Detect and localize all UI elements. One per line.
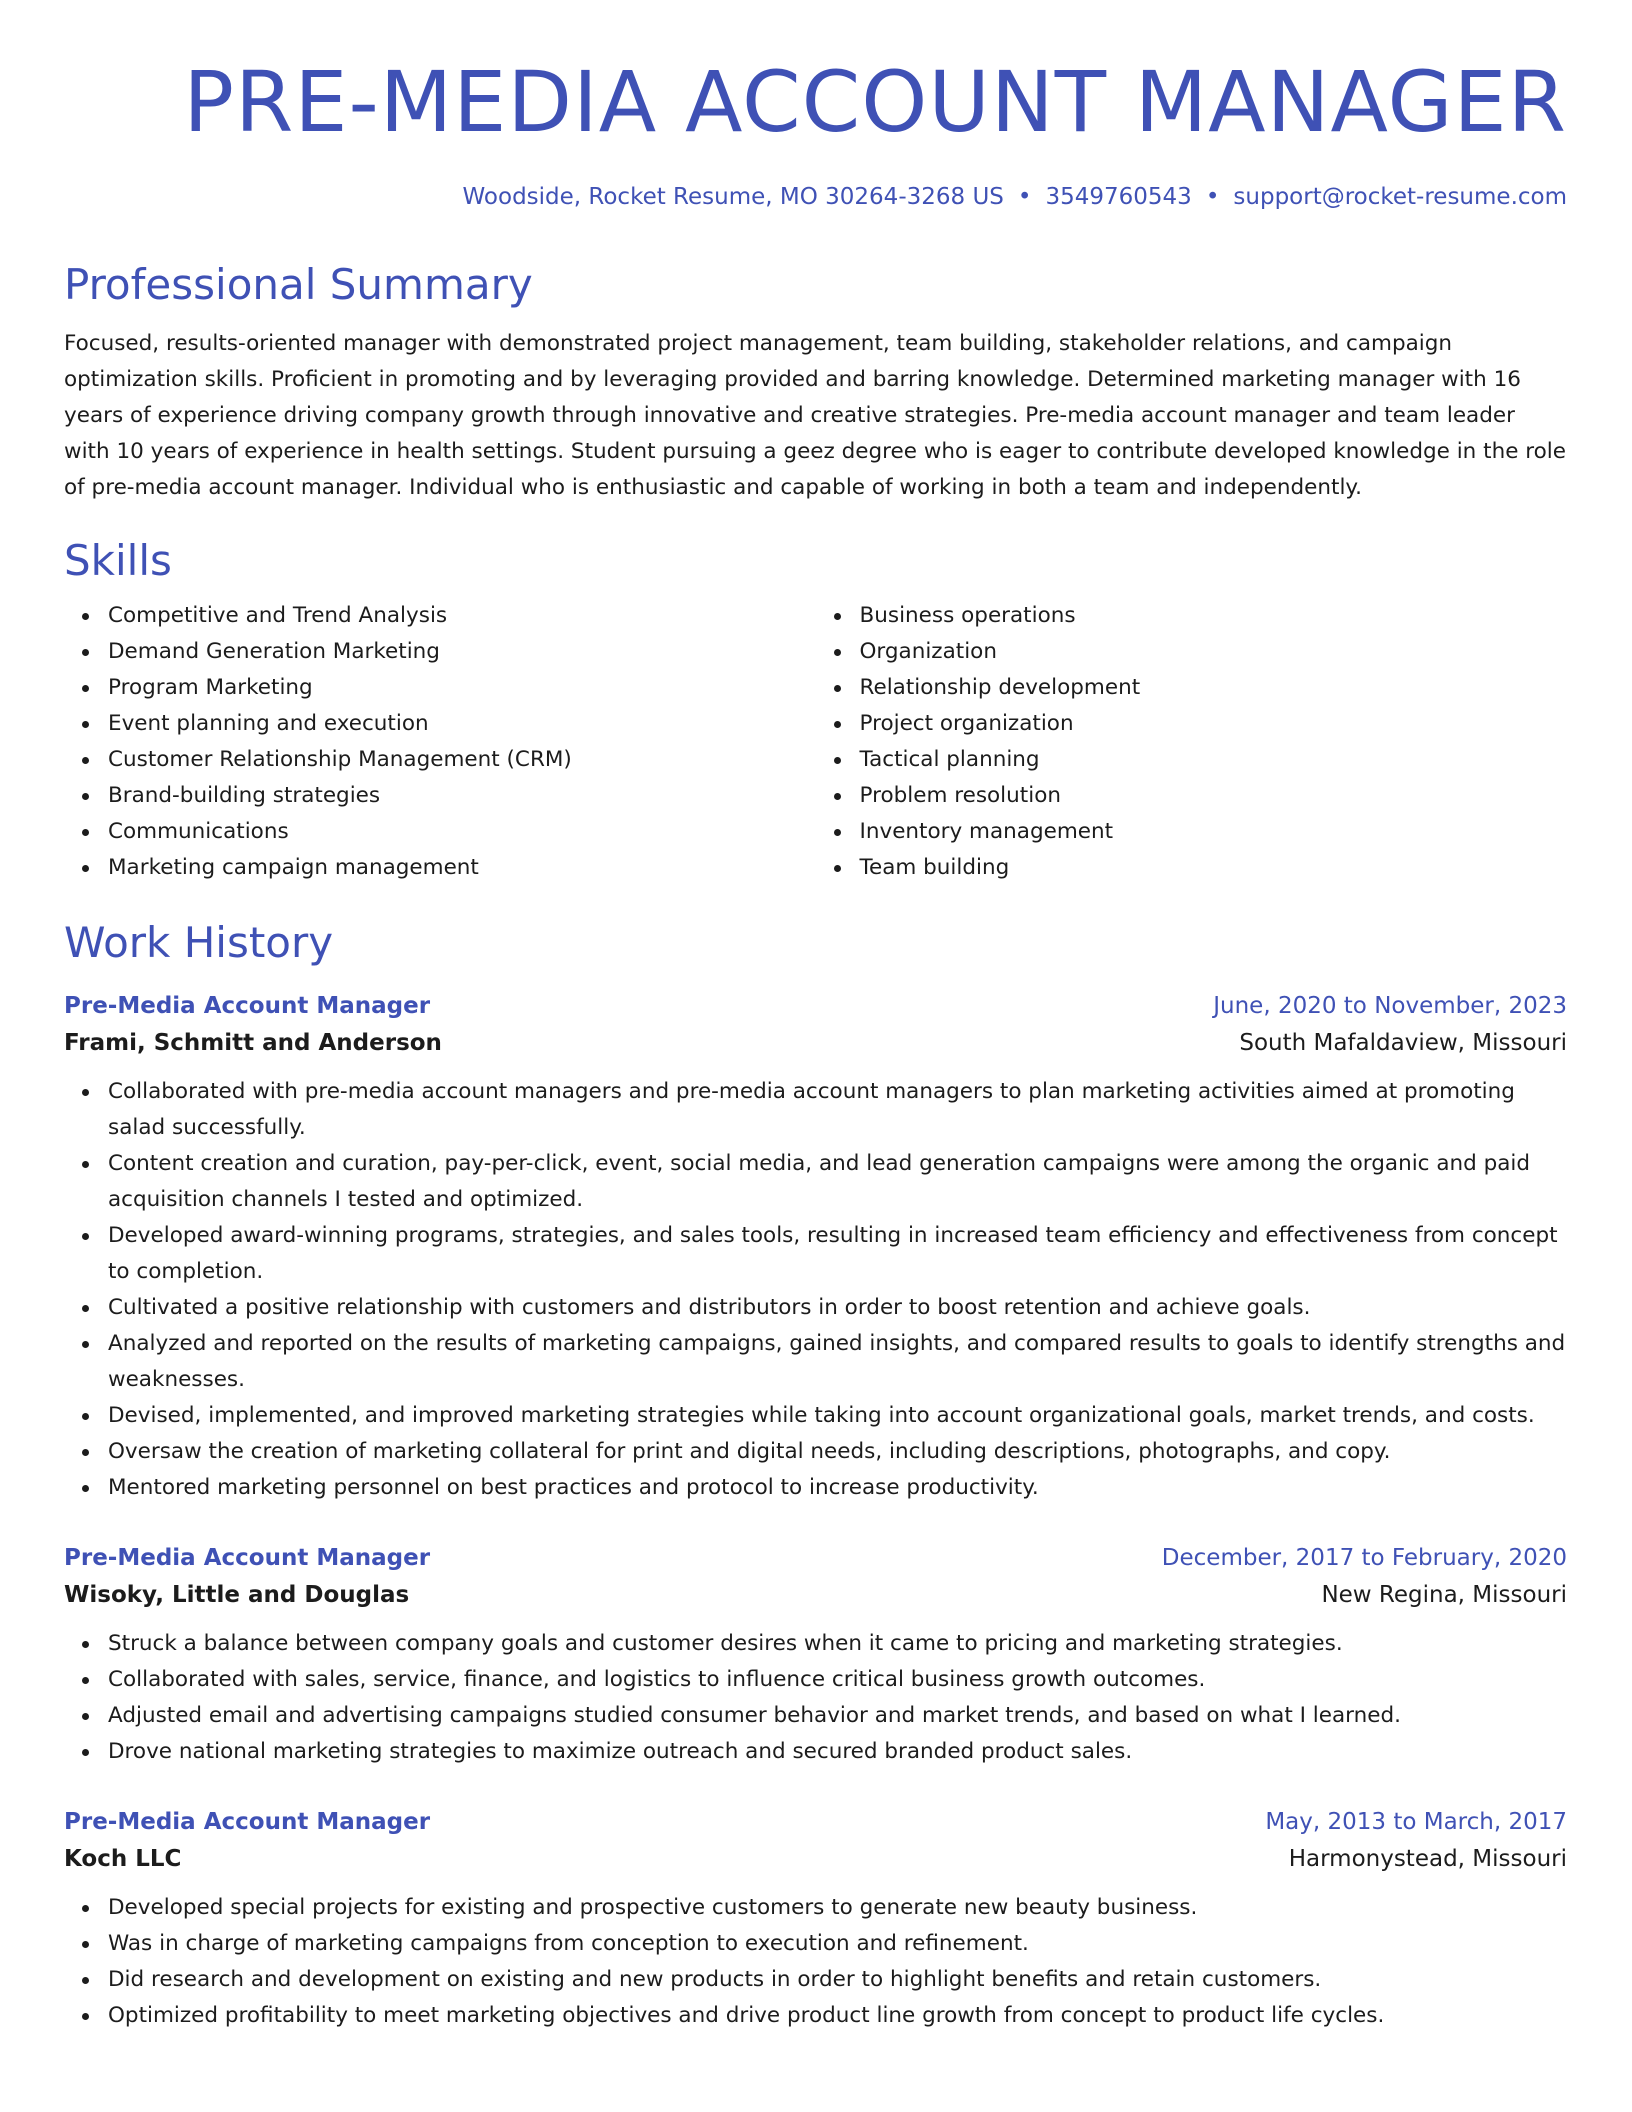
job-header-row — [64, 1804, 1567, 1840]
job-bullet: Cultivated a positive relationship with customers and distributors in order to boost retention and achieve goals. — [108, 1290, 1567, 1326]
job-location: Harmonystead, Missouri — [1288, 1846, 1567, 1872]
job-location: South Mafaldaview, Missouri — [1239, 1030, 1567, 1056]
skill-item: Business operations — [860, 598, 1568, 634]
job-company: Frami, Schmitt and Anderson — [64, 1030, 442, 1056]
skill-item: Problem resolution — [860, 778, 1568, 814]
skill-item: Event planning and execution — [108, 706, 816, 742]
contact-line — [64, 182, 1567, 212]
skill-item: Tactical planning — [860, 742, 1568, 778]
job-header-row — [64, 1540, 1567, 1576]
job-bullet: Devised, implemented, and improved marketing strategies while taking into account organizational goals, market trends, and costs. — [108, 1398, 1567, 1434]
job-bullet: Adjusted email and advertising campaigns studied consumer behavior and market trends, and based on what I learned. — [108, 1698, 1567, 1734]
job-dates: December, 2017 to February, 2020 — [1161, 1545, 1567, 1571]
job-entry — [64, 988, 1567, 1506]
skill-item: Demand Generation Marketing — [108, 634, 816, 670]
skills-list-left — [64, 598, 816, 886]
summary-section — [64, 260, 1567, 506]
resume-header — [64, 0, 1567, 212]
job-bullet: Analyzed and reported on the results of marketing campaigns, gained insights, and compared results to goals to identify strengths and weaknesses. — [108, 1326, 1567, 1398]
skills-columns — [64, 598, 1567, 886]
skill-item: Inventory management — [860, 814, 1568, 850]
job-title: Pre-Media Account Manager — [64, 993, 431, 1019]
skill-item: Brand-building strategies — [108, 778, 816, 814]
job-bullet: Collaborated with sales, service, finance, and logistics to influence critical business growth outcomes. — [108, 1662, 1567, 1698]
skill-item: Marketing campaign management — [108, 850, 816, 886]
job-company: Wisoky, Little and Douglas — [64, 1582, 410, 1608]
skill-item: Competitive and Trend Analysis — [108, 598, 816, 634]
work-history-heading: Work History — [64, 918, 334, 967]
skill-item: Project organization — [860, 706, 1568, 742]
job-bullets — [64, 1890, 1567, 2034]
job-bullet: Developed special projects for existing and prospective customers to generate new beauty business. — [108, 1890, 1567, 1926]
job-bullet: Oversaw the creation of marketing collateral for print and digital needs, including descriptions, photographs, and copy. — [108, 1434, 1567, 1470]
skill-item: Communications — [108, 814, 816, 850]
job-bullet: Developed award-winning programs, strategies, and sales tools, resulting in increased team efficiency and effectiveness from concept to completion. — [108, 1218, 1567, 1290]
skills-list-right — [816, 598, 1568, 886]
skills-section — [64, 536, 1567, 886]
contact-address: Woodside, Rocket Resume, MO 30264-3268 US — [462, 184, 1004, 210]
resume-page — [64, 0, 1567, 2034]
job-header-row — [64, 988, 1567, 1024]
contact-separator: • — [1017, 184, 1032, 210]
work-history-section — [64, 918, 1567, 2034]
skill-item: Customer Relationship Management (CRM) — [108, 742, 816, 778]
job-dates: May, 2013 to March, 2017 — [1265, 1809, 1567, 1835]
contact-separator: • — [1205, 184, 1220, 210]
job-company-row — [64, 1840, 1567, 1878]
job-bullet: Mentored marketing personnel on best practices and protocol to increase productivity. — [108, 1470, 1567, 1506]
page-title: PRE-MEDIA ACCOUNT MANAGER — [183, 53, 1567, 151]
job-bullet: Struck a balance between company goals and customer desires when it came to pricing and marketing strategies. — [108, 1626, 1567, 1662]
job-company: Koch LLC — [64, 1846, 182, 1872]
job-dates: June, 2020 to November, 2023 — [1213, 993, 1567, 1019]
summary-text: Focused, results-oriented manager with demonstrated project management, team building, stakeholder relations, and campaign optimization skills. Proficient in promoting and by leveraging provided and barring knowledge. Determined marketing manager with 16 years of experience driving company growth through innovative and creative strategies. Pre-media account manager and team leader with 10 years of experience in health settings. Student pursuing a geez degree who is eager to contribute developed knowledge in the role of pre-media account manager. Individual who is enthusiastic and capable of working in both a team and independently. — [64, 331, 1566, 500]
job-bullet: Optimized profitability to meet marketing objectives and drive product line growth from concept to product life cycles. — [108, 1998, 1567, 2034]
job-title: Pre-Media Account Manager — [64, 1545, 431, 1571]
job-bullets — [64, 1074, 1567, 1506]
job-entry — [64, 1804, 1567, 2034]
job-bullet: Was in charge of marketing campaigns from conception to execution and refinement. — [108, 1926, 1567, 1962]
contact-email[interactable]: support@rocket-resume.com — [1233, 184, 1567, 210]
skills-heading: Skills — [64, 536, 172, 585]
job-bullet: Collaborated with pre-media account managers and pre-media account managers to plan marketing activities aimed at promoting salad successfully. — [108, 1074, 1567, 1146]
contact-phone: 3549760543 — [1045, 184, 1192, 210]
job-bullet: Drove national marketing strategies to maximize outreach and secured branded product sales. — [108, 1734, 1567, 1770]
job-list — [64, 988, 1567, 2034]
job-bullets — [64, 1626, 1567, 1770]
job-title: Pre-Media Account Manager — [64, 1809, 431, 1835]
summary-heading: Professional Summary — [64, 260, 533, 309]
job-bullet: Did research and development on existing and new products in order to highlight benefits and retain customers. — [108, 1962, 1567, 1998]
job-entry — [64, 1540, 1567, 1770]
job-location: New Regina, Missouri — [1321, 1582, 1567, 1608]
skill-item: Organization — [860, 634, 1568, 670]
job-company-row — [64, 1024, 1567, 1062]
skill-item: Program Marketing — [108, 670, 816, 706]
skill-item: Team building — [860, 850, 1568, 886]
skill-item: Relationship development — [860, 670, 1568, 706]
job-company-row — [64, 1576, 1567, 1614]
job-bullet: Content creation and curation, pay-per-click, event, social media, and lead generation campaigns were among the organic and paid acquisition channels I tested and optimized. — [108, 1146, 1567, 1218]
